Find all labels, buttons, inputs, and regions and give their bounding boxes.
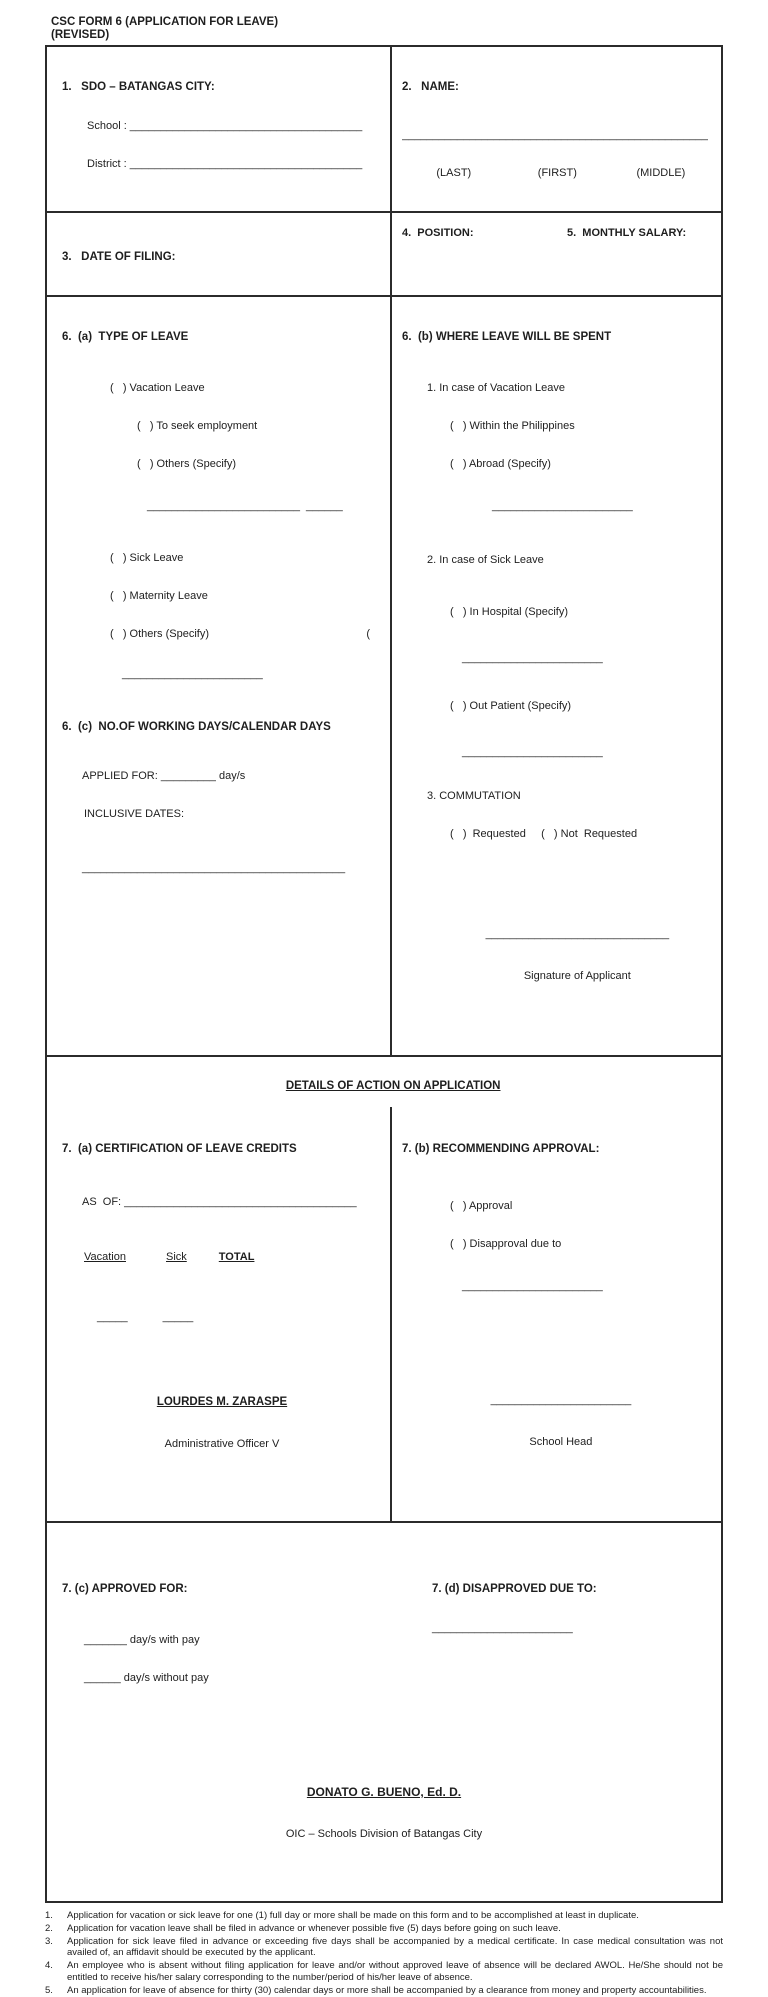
- row-sdo-name: [47, 47, 721, 213]
- footnote-text: Application for vacation leave shall be filed in advance or whenever possible five (5) days before going on such leave.: [67, 1922, 561, 1934]
- approved-for-section: [47, 1547, 392, 1717]
- position-salary-section: [392, 213, 721, 295]
- credit-columns: [84, 1251, 382, 1263]
- sick-leave-option: ( ) Sick Leave: [110, 552, 184, 564]
- in-hospital-option: ( ) In Hospital (Specify): [450, 606, 568, 618]
- footnote-2: [45, 1923, 723, 1935]
- footnote-text: An application for leave of absence for thirty (30) calendar days or more shall be accompanied by a clearance from money and property accountabilities.: [67, 1984, 707, 1996]
- commutation-options: ( ) Requested ( ) Not Requested: [450, 828, 638, 840]
- sick-column-header: Sick: [166, 1251, 187, 1263]
- footnote-number: 1.: [45, 1910, 53, 1921]
- form-title-block: [51, 16, 723, 42]
- row-approved-disapproved: [47, 1547, 721, 1717]
- position-label: 4. POSITION:: [402, 227, 474, 239]
- division-head-signature-block: [47, 1757, 721, 1869]
- vacation-column-header: Vacation: [84, 1251, 126, 1263]
- out-patient-blank: _______________________: [462, 746, 603, 758]
- name-first-label: (FIRST): [537, 167, 577, 179]
- applicant-signature-blank: ______________________________: [485, 928, 670, 940]
- days-without-pay-blank: ______ day/s without pay: [84, 1672, 209, 1684]
- vacation-credit-blank: _____: [97, 1311, 128, 1323]
- applicant-signature-label: Signature of Applicant: [523, 970, 631, 982]
- division-head-name: DONATO G. BUENO, Ed. D.: [306, 1785, 462, 1799]
- sick-credit-blank: _____: [162, 1311, 194, 1323]
- sdo-section: [47, 47, 392, 211]
- case-sick-label: 2. In case of Sick Leave: [427, 554, 544, 566]
- name-blank: __________________________________________________: [402, 129, 708, 141]
- school-head-signature-block: [460, 1353, 713, 1489]
- others-sick-line: [110, 627, 382, 641]
- recommending-section: [392, 1107, 721, 1521]
- division-head-title: OIC – Schools Division of Batangas City: [285, 1828, 483, 1840]
- credit-blanks: [97, 1311, 382, 1323]
- certifying-officer-title: Administrative Officer V: [164, 1438, 280, 1450]
- row-certification-recommending: [47, 1107, 721, 1523]
- sick-specify-blank: _______________________: [122, 668, 263, 680]
- certification-section: [47, 1107, 392, 1521]
- footnote-text: Application for vacation or sick leave for one (1) full day or more shall be made on this form and to be accomplished at least in duplicate.: [67, 1910, 639, 1921]
- sdo-label: 1. SDO – BATANGAS CITY:: [62, 81, 215, 93]
- footnote-4: [45, 1960, 723, 1984]
- row-leave-details: [47, 297, 721, 1057]
- certifying-officer-block: [62, 1367, 382, 1479]
- as-of-field: AS OF: ______________________________________: [82, 1196, 357, 1208]
- row-filing-position: [47, 213, 721, 297]
- vacation-leave-option: ( ) Vacation Leave: [110, 382, 205, 394]
- name-last-label: (LAST): [436, 167, 472, 179]
- footnote-text: An employee who is absent without filing application for leave and/or without approved leave of absence will be declared AWOL. He/She should not be entitled to receive his/her salary corresponding to the number/period of his/her leave of absence.: [67, 1960, 723, 1983]
- vacation-specify-blank: _________________________ ______: [147, 500, 343, 512]
- district-field: District : ______________________________________: [87, 158, 363, 170]
- type-of-leave-label: 6. (a) TYPE OF LEAVE: [62, 331, 189, 343]
- approved-for-label: 7. (c) APPROVED FOR:: [62, 1583, 188, 1595]
- seek-employment-option: ( ) To seek employment: [137, 420, 258, 432]
- certifying-officer-name: LOURDES M. ZARASPE: [156, 1396, 288, 1408]
- form-title: CSC FORM 6 (APPLICATION FOR LEAVE): [51, 16, 279, 28]
- within-philippines-option: ( ) Within the Philippines: [450, 420, 575, 432]
- disapproval-option: ( ) Disapproval due to: [450, 1238, 562, 1250]
- name-section: [392, 47, 721, 211]
- school-head-label: School Head: [529, 1436, 593, 1448]
- footnote-text: Application for sick leave filed in advance or exceeding five days shall be accompanied by a medical certificate. In case medical consultation was not availed of, an affidavit should be executed by the applicant.: [67, 1935, 723, 1959]
- footnote-number: 5.: [45, 1984, 53, 1996]
- out-patient-option: ( ) Out Patient (Specify): [450, 700, 572, 712]
- disapproved-reason-blank: _______________________: [432, 1622, 573, 1634]
- others-vacation-option: ( ) Others (Specify): [137, 458, 237, 470]
- stray-paren: (: [366, 628, 370, 640]
- footnote-number: 4.: [45, 1960, 53, 1972]
- approval-option: ( ) Approval: [450, 1200, 513, 1212]
- abroad-option: ( ) Abroad (Specify): [450, 458, 551, 470]
- in-hospital-blank: _______________________: [462, 652, 603, 664]
- footnote-5: [45, 1985, 723, 1997]
- footnotes: [45, 1910, 723, 1997]
- disapproved-section: [392, 1547, 721, 1717]
- footnote-number: 3.: [45, 1935, 53, 1947]
- disapproval-reason-blank: _______________________: [462, 1280, 603, 1292]
- inclusive-dates-label: INCLUSIVE DATES:: [84, 808, 185, 820]
- name-middle-label: (MIDDLE): [636, 167, 686, 179]
- form-subtitle: (REVISED): [51, 29, 110, 41]
- maternity-leave-option: ( ) Maternity Leave: [110, 590, 208, 602]
- monthly-salary-label: 5. MONTHLY SALARY:: [567, 227, 687, 239]
- working-days-label: 6. (c) NO.OF WORKING DAYS/CALENDAR DAYS: [62, 721, 331, 733]
- commutation-label: 3. COMMUTATION: [427, 790, 521, 802]
- name-sublabels: [402, 167, 713, 179]
- type-of-leave-section: [47, 297, 392, 1055]
- others-sick-option: ( ) Others (Specify): [110, 628, 210, 640]
- footnote-number: 2.: [45, 1922, 53, 1934]
- school-head-signature-blank: _______________________: [490, 1394, 632, 1406]
- case-vacation-label: 1. In case of Vacation Leave: [427, 382, 565, 394]
- certification-label: 7. (a) CERTIFICATION OF LEAVE CREDITS: [62, 1143, 297, 1155]
- where-spent-section: [392, 297, 721, 1055]
- days-with-pay-blank: _______ day/s with pay: [84, 1634, 200, 1646]
- name-label: 2. NAME:: [402, 81, 459, 93]
- school-field: School : ______________________________________: [87, 120, 363, 132]
- disapproved-label: 7. (d) DISAPPROVED DUE TO:: [432, 1583, 597, 1595]
- date-of-filing-section: [47, 213, 392, 295]
- total-column-header: TOTAL: [218, 1251, 255, 1263]
- details-heading-row: [47, 1057, 721, 1107]
- footnote-1: [45, 1910, 723, 1922]
- footnote-3: [45, 1936, 723, 1960]
- recommending-label: 7. (b) RECOMMENDING APPROVAL:: [402, 1143, 600, 1155]
- abroad-specify-blank: _______________________: [492, 500, 633, 512]
- approval-section: [47, 1523, 721, 1901]
- leave-form: [45, 45, 723, 1903]
- applicant-signature-block: [455, 887, 713, 1023]
- details-heading: DETAILS OF ACTION ON APPLICATION: [285, 1080, 501, 1092]
- inclusive-dates-blank: ___________________________________________: [82, 862, 346, 874]
- applied-for-field: APPLIED FOR: _________ day/s: [82, 770, 246, 782]
- date-of-filing-label: 3. DATE OF FILING:: [62, 251, 176, 263]
- where-spent-label: 6. (b) WHERE LEAVE WILL BE SPENT: [402, 331, 612, 343]
